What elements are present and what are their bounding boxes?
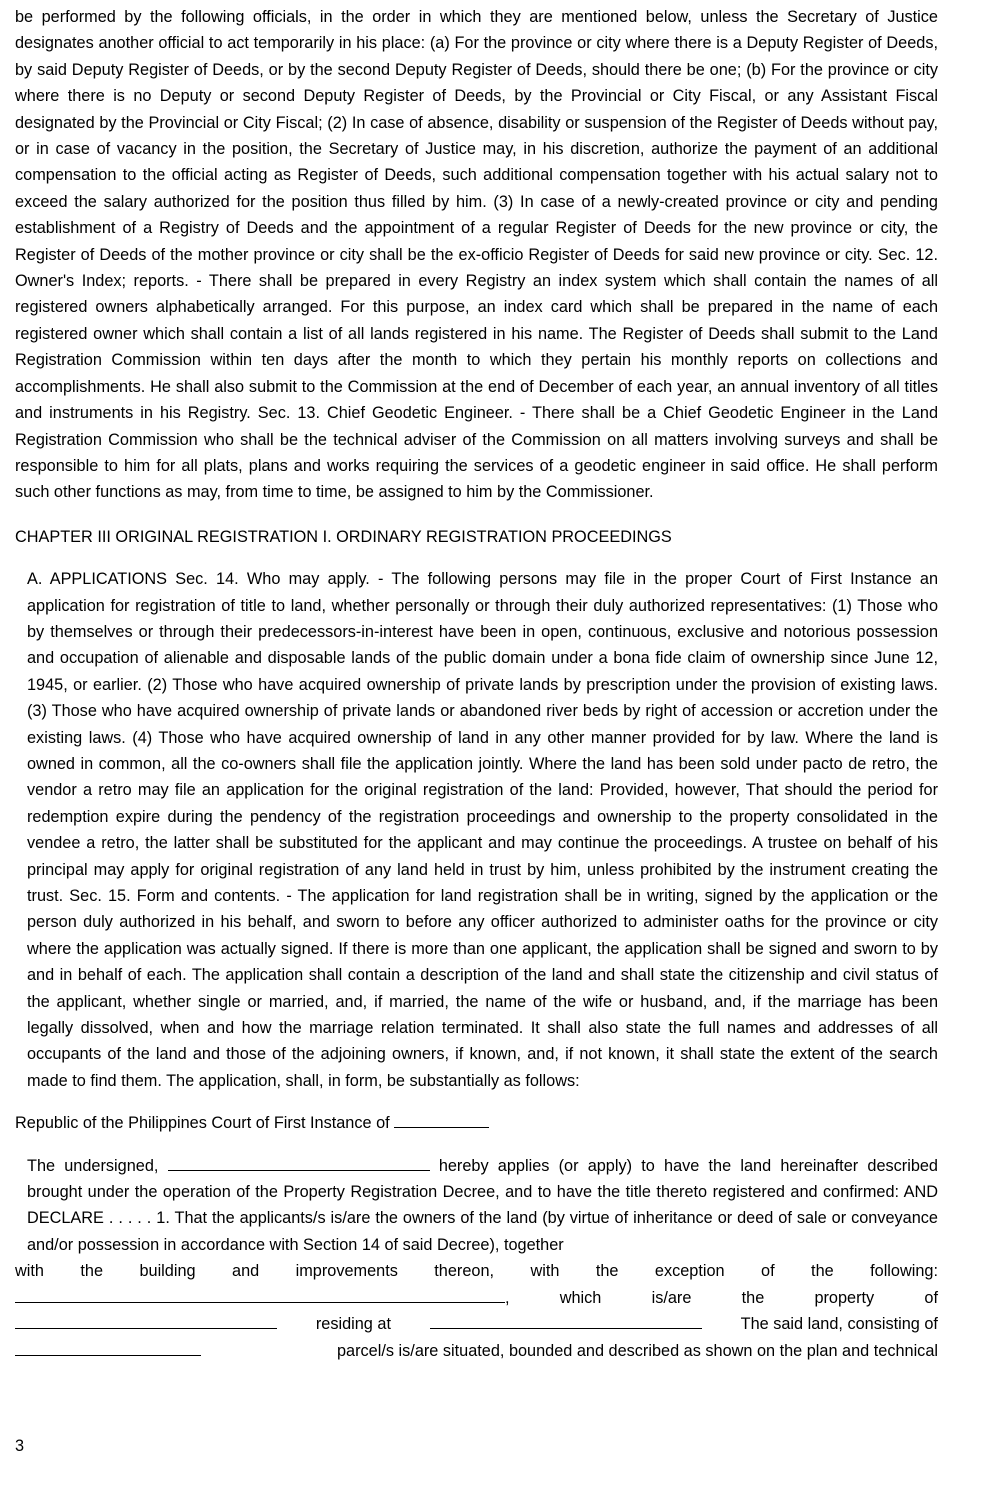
form-row-parcels — [15, 1338, 938, 1364]
address-blank-line — [430, 1311, 702, 1329]
form-word: building — [139, 1262, 196, 1281]
word-is-are: is/are — [651, 1288, 692, 1307]
court-blank-line — [394, 1110, 489, 1128]
form-word: the — [811, 1262, 834, 1281]
form-paragraph-text: hereby applies (or apply) to have the land hereinafter described brought under the operation of the Property Registration Decree, and to have the title thereto registered and confirmed: AND DECLARE . . . . . 1. That the applicants/s is/are the owners of the land (by virtue of inheritance or deed of sale or conveyance and/or possession in accordance with Section 14 of said Decree), together — [27, 1156, 938, 1254]
form-word: of — [761, 1262, 775, 1281]
word-the: the — [741, 1288, 765, 1307]
exception-blank-group — [15, 1285, 510, 1311]
form-word: exception — [654, 1262, 725, 1281]
said-land-text: The said land, consisting of — [740, 1315, 938, 1334]
document-page — [15, 4, 938, 1364]
form-word: improvements — [295, 1262, 398, 1281]
form-word: the — [595, 1262, 619, 1281]
form-word: the — [80, 1262, 104, 1281]
form-word: and — [232, 1262, 260, 1281]
word-which: which — [559, 1288, 602, 1307]
form-row-which — [15, 1285, 938, 1311]
form-row-residing — [15, 1311, 938, 1337]
chapter-heading: CHAPTER III ORIGINAL REGISTRATION I. ORDINARY REGISTRATION PROCEEDINGS — [15, 527, 672, 546]
exception-blank-line — [15, 1285, 505, 1303]
applicant-name-blank — [168, 1153, 430, 1171]
form-word: with — [530, 1262, 560, 1281]
form-word: thereon, — [434, 1262, 495, 1281]
word-of: of — [924, 1288, 938, 1307]
form-word: following: — [870, 1262, 938, 1281]
parcels-text: parcel/s is/are situated, bounded and described as shown on the plan and technical — [337, 1341, 938, 1360]
undersigned-label: The undersigned, — [27, 1156, 159, 1175]
body-paragraph-applications: A. APPLICATIONS Sec. 14. Who may apply. - The following persons may file in the proper Court of First Instance an application for registration of title to land, whether personally or through their duly authorized representatives: (1) Those who by themselves or through their predecessors-in-interest have been in open, continuous, exclusive and notorious possession and occupation of alienable and disposable lands of the public domain under a bona fide claim of ownership since June 12, 1945, or earlier. (2) Those who have acquired ownership of private lands by prescription under the provision of existing laws. (3) Those who have acquired ownership of private lands or abandoned river beds by right of accession or accretion under the existing laws. (4) Those who have acquired ownership of land in any other manner provided for by law. Where the land is owned in common, all the co-owners shall file the application jointly. Where the land has been sold under pacto de retro, the vendor a retro may file an application for the original registration of the land: Provided, however, That should the period for redemption expire during the pendency of the registration proceedings and ownership to the property consolidated in the vendee a retro, the latter shall be substituted for the applicant and may continue the proceedings. A trustee on behalf of his principal may apply for original registration of any land held in trust by him, unless prohibited by the instrument creating the trust. Sec. 15. Form and contents. - The application for land registration shall be in writing, signed by the application or the person duly authorized in his behalf, and sworn to before any officer authorized to administer oaths for the province or city where the application was actually signed. If there is more than one applicant, the application shall be signed and sworn to by and in behalf of each. The application shall contain a description of the land and shall state the citizenship and civil status of the applicant, whether single or married, and, if married, the name of the wife or husband, and, if the marriage has been legally dissolved, when and how the marriage relation terminated. It shall also state the full names and addresses of all occupants of the land and those of the adjoining owners, if known, and, if not known, it shall state the extent of the search made to find them. The application, shall, in form, be substantially as follows: — [27, 570, 938, 1090]
parcel-count-blank-line — [15, 1338, 201, 1356]
form-row-with — [15, 1258, 938, 1284]
court-line — [15, 1110, 938, 1136]
body-paragraph-registry-officials: be performed by the following officials, in the order in which they are mentioned below, unless the Secretary of Justice designates another official to act temporarily in his place: (a) For the province or city where there is a Deputy Register of Deeds, by said Deputy Register of Deeds, or by the second Deputy Register of Deeds, should there be one; (b) For the province or city where there is no Deputy or second Deputy Register of Deeds, by the Provincial or City Fiscal, or any Assistant Fiscal designated by the Provincial or City Fiscal; (2) In case of absence, disability or suspension of the Register of Deeds without pay, or in case of vacancy in the position, the Secretary of Justice may, in his discretion, authorize the payment of an additional compensation to the official acting as Register of Deeds, such additional compensation together with his actual salary not to exceed the salary authorized for the position thus filled by him. (3) In case of a newly-created province or city and pending establishment of a Registry of Deeds and the appointment of a regular Register of Deeds for the new province or city, the Register of Deeds of the mother province or city shall be the ex-officio Register of Deeds for said new province or city. Sec. 12. Owner's Index; reports. - There shall be prepared in every Registry an index system which shall contain the names of all registered owners alphabetically arranged. For this purpose, an index card which shall be prepared in the name of each registered owner which shall contain a list of all lands registered in his name. The Register of Deeds shall submit to the Land Registration Commission within ten days after the month to which they pertain his monthly reports on collections and accomplishments. He shall also submit to the Commission at the end of December of each year, an annual inventory of all titles and instruments in his Registry. Sec. 13. Chief Geodetic Engineer. - There shall be a Chief Geodetic Engineer in the Land Registration Commission who shall be the technical adviser of the Commission on all matters involving surveys and shall be responsible to him for all plats, plans and works requiring the services of a geodetic engineer in said office. He shall perform such other functions as may, from time to time, be assigned to him by the Commissioner. — [15, 8, 938, 502]
form-word: with — [15, 1262, 44, 1281]
comma-text: , — [505, 1288, 510, 1307]
form-paragraph — [15, 1153, 938, 1259]
residing-at-label: residing at — [315, 1315, 391, 1334]
owner-blank-line — [15, 1311, 277, 1329]
page-number: 3 — [15, 1437, 25, 1455]
word-property: property — [814, 1288, 875, 1307]
court-line-text: Republic of the Philippines Court of First Instance of — [15, 1114, 390, 1133]
